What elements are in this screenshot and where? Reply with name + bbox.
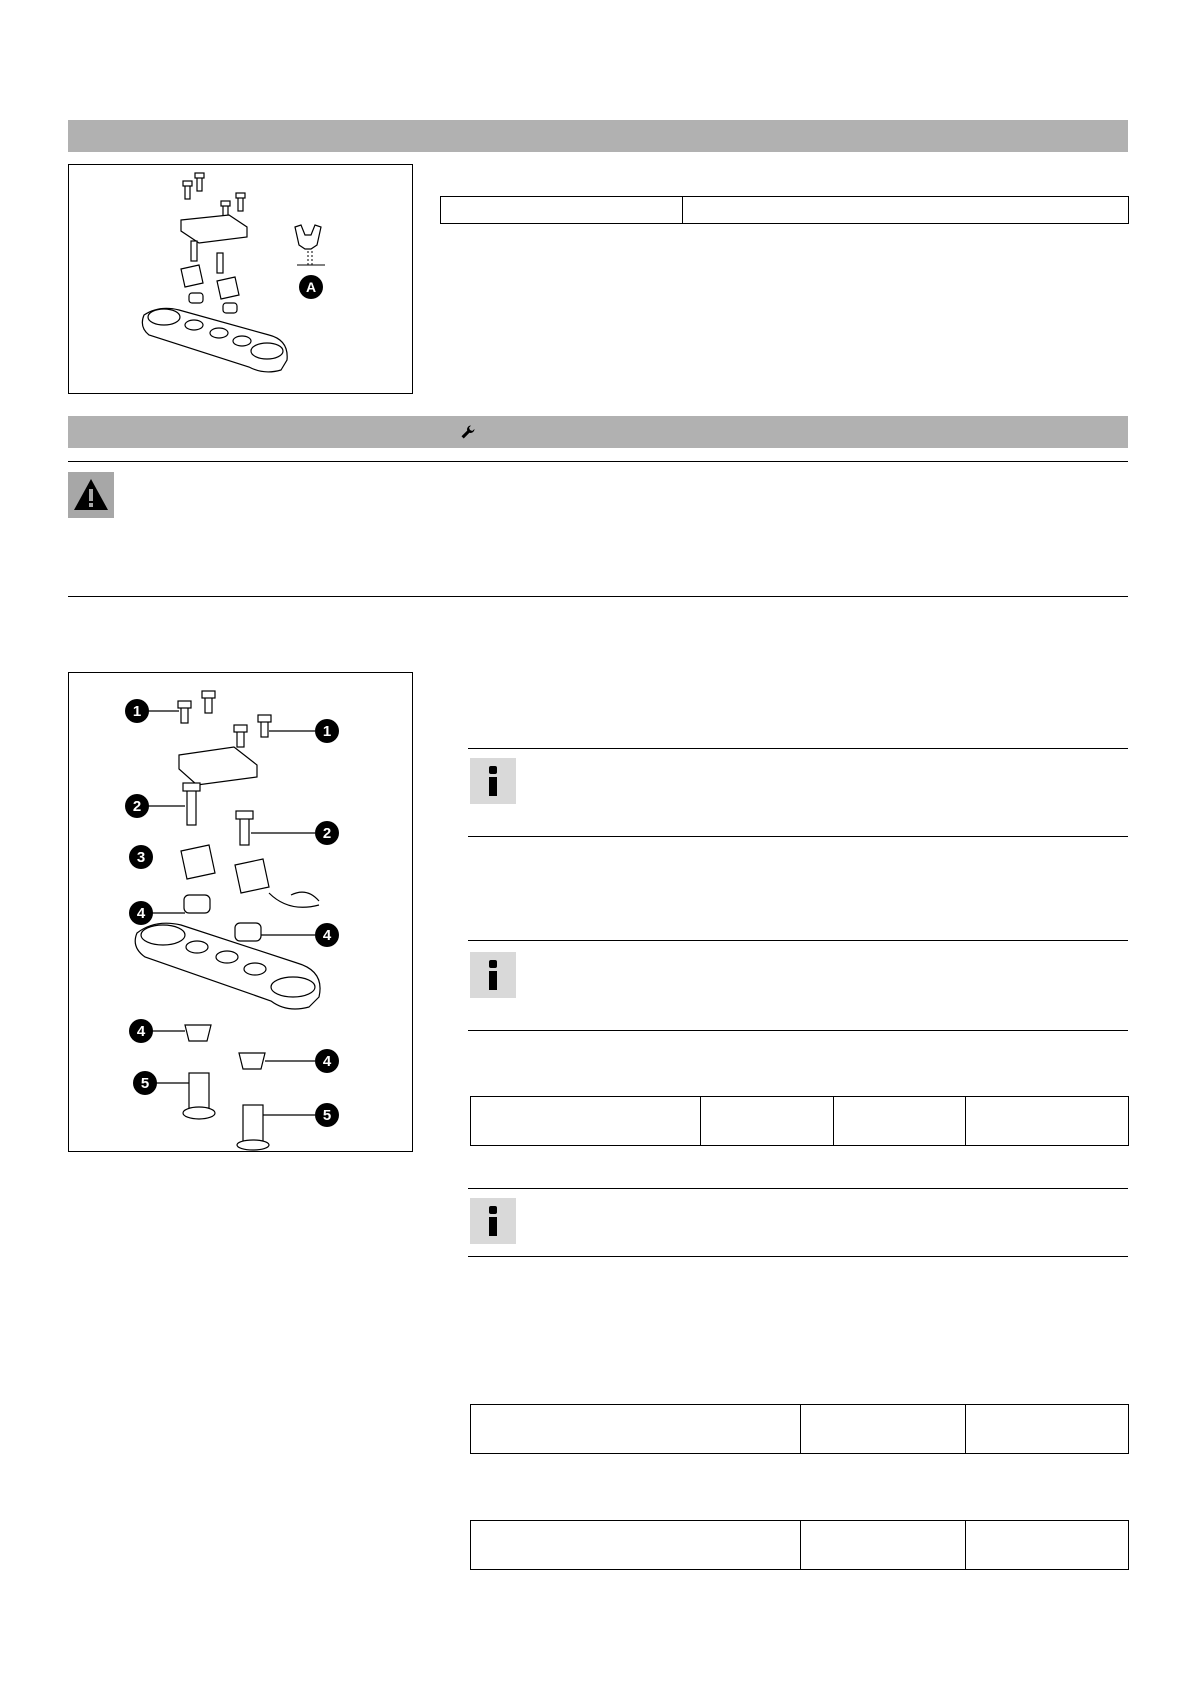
wrench-icon xyxy=(460,424,476,440)
table-cell xyxy=(966,1521,1129,1570)
callout-3 xyxy=(129,845,153,869)
callout-label: 4 xyxy=(136,1023,146,1040)
callout-5 xyxy=(315,1103,339,1127)
figure-riser-assembly xyxy=(68,672,413,1152)
table-row xyxy=(441,197,1129,224)
callout-label: 2 xyxy=(322,825,332,842)
divider xyxy=(68,461,1128,462)
table-row xyxy=(471,1405,1129,1454)
warning-icon-box xyxy=(68,472,114,518)
table-cell xyxy=(701,1097,834,1146)
callout-4 xyxy=(315,1049,339,1073)
callout-label: 4 xyxy=(136,905,146,922)
callout-1 xyxy=(315,719,339,743)
divider xyxy=(468,1030,1128,1031)
table-cell xyxy=(471,1521,801,1570)
divider xyxy=(468,748,1128,749)
table-cell xyxy=(441,197,683,224)
table-cell xyxy=(966,1097,1129,1146)
figure-triple-clamp-overview xyxy=(68,164,413,394)
info-icon xyxy=(470,1198,516,1244)
table-cell xyxy=(801,1405,966,1454)
divider xyxy=(468,1188,1128,1189)
spec-table xyxy=(440,196,1129,224)
callout-label: 3 xyxy=(136,849,146,866)
callout-2 xyxy=(125,794,149,818)
spec-table xyxy=(470,1520,1129,1570)
callout-label: 1 xyxy=(322,723,332,740)
table-cell xyxy=(966,1405,1129,1454)
callout-2 xyxy=(315,821,339,845)
callout-label: 4 xyxy=(322,1053,332,1070)
callout-label: 1 xyxy=(132,703,142,720)
triple-clamp-drawing xyxy=(69,165,412,393)
table-cell xyxy=(801,1521,966,1570)
table-cell xyxy=(834,1097,966,1146)
divider xyxy=(468,836,1128,837)
callout-a-label: A xyxy=(305,279,317,295)
torque-table xyxy=(470,1096,1129,1146)
screw-icon xyxy=(236,193,245,211)
screw-icon xyxy=(183,181,192,199)
callout-1 xyxy=(125,699,149,723)
table-row xyxy=(471,1097,1129,1146)
callout-4 xyxy=(129,1019,153,1043)
info-icon xyxy=(470,758,516,804)
callout-label: 5 xyxy=(322,1107,332,1124)
callout-5 xyxy=(133,1071,157,1095)
section-header-bar xyxy=(68,416,1128,448)
divider xyxy=(468,1256,1128,1257)
callout-label: 4 xyxy=(322,927,332,944)
callout-label: 2 xyxy=(132,798,142,815)
table-row xyxy=(471,1521,1129,1570)
section-header-bar xyxy=(68,120,1128,152)
screw-icon xyxy=(195,173,204,191)
warning-triangle-icon xyxy=(68,472,114,518)
table-cell xyxy=(683,197,1129,224)
callout-label: 5 xyxy=(140,1075,150,1092)
table-cell xyxy=(471,1097,701,1146)
callout-4 xyxy=(315,923,339,947)
spec-table xyxy=(470,1404,1129,1454)
divider xyxy=(468,940,1128,941)
info-icon xyxy=(470,952,516,998)
riser-assembly-drawing xyxy=(69,673,412,1151)
divider xyxy=(68,596,1128,597)
table-cell xyxy=(471,1405,801,1454)
callout-4 xyxy=(129,901,153,925)
